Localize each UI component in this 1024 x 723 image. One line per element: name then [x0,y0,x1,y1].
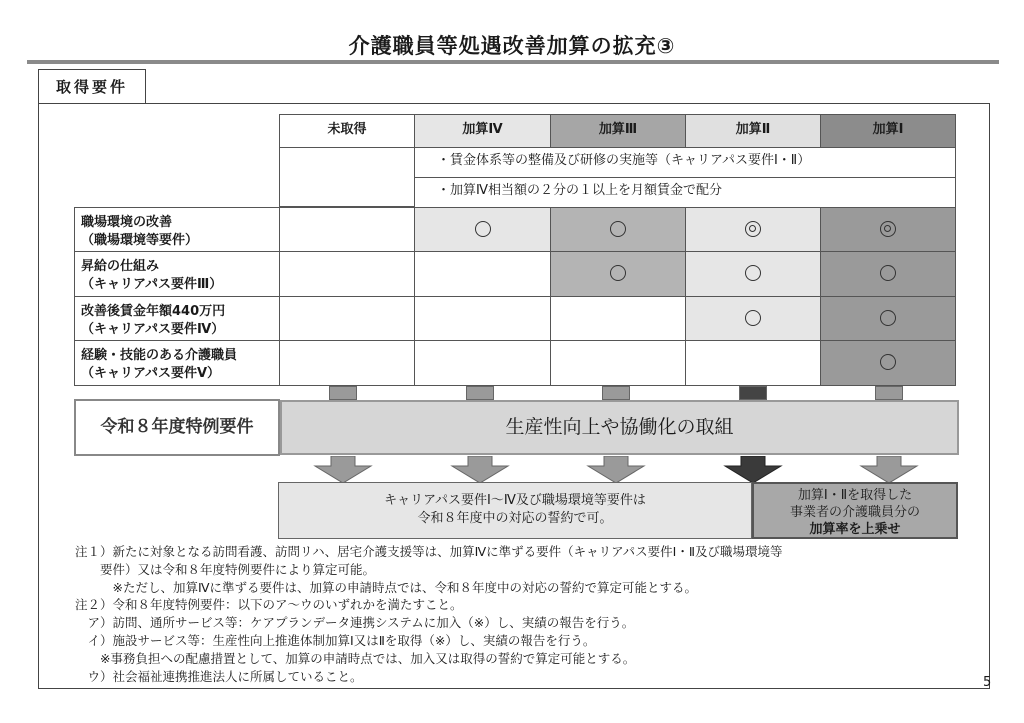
circle-mark-icon [880,310,896,326]
circle-mark-icon [610,265,626,281]
special-requirement-content: 生産性向上や協働化の取組 [280,400,959,455]
double-circle-mark-icon [880,221,896,237]
cell-r1-add1 [820,207,956,252]
row-label-line2: （職場環境等要件） [81,233,199,248]
connector-stub [875,386,903,400]
row-label-line1: 改善後賃金年額440万円 [81,304,226,319]
cell-r4-add1 [820,340,956,386]
connector-stub [739,386,767,400]
connector-stub [329,386,357,400]
circle-mark-icon [610,221,626,237]
note-line: 注２）令和８年度特例要件：以下のア～ウのいずれかを満たすこと。 [75,597,463,613]
row-label-line2: （キャリアパス要件Ⅳ） [81,322,225,337]
cell-r1-add2 [685,207,821,252]
outcome-left-line: 令和８年度中の対応の誓約で可。 [417,511,613,526]
row-label-raise [74,251,280,297]
row-label-line2: （キャリアパス要件Ⅴ） [81,366,221,381]
circle-mark-icon [745,265,761,281]
row-label-line1: 経験・技能のある介護職員 [81,348,238,363]
cell-r2-add3 [550,251,686,297]
page-title: 介護職員等処遇改善加算の拡充③ [348,34,676,58]
common-requirement-2: ・加算Ⅳ相当額の２分の１以上を月額賃金で配分 [414,177,956,208]
cell-r3-add4 [414,296,551,341]
circle-mark-icon [880,265,896,281]
outcome-right-line: 加算率を上乗せ [809,522,901,537]
col-header-add3: 加算Ⅲ [550,114,686,148]
cell-r2-none [279,251,415,297]
circle-mark-icon [880,354,896,370]
common-requirement-1: ・賃金体系等の整備及び研修の実施等（キャリアパス要件Ⅰ・Ⅱ） [414,147,956,178]
note-line: イ）施設サービス等：生産性向上推進体制加算Ⅰ又はⅡを取得（※）し、実績の報告を行う。 [75,632,596,648]
row-label-work-env [74,207,280,252]
cell-r4-none [279,340,415,386]
page-number: 5 [983,675,992,690]
outcome-right-line: 加算Ⅰ・Ⅱを取得した [797,488,913,503]
row-label-line1: 職場環境の改善 [81,215,173,230]
row-label-line1: 昇給の仕組み [81,259,160,274]
footnotes [75,543,975,685]
note-line: 要件）又は令和８年度特例要件により算定可能。 [75,561,376,577]
cell-r4-add4 [414,340,551,386]
down-arrow-icon [859,456,919,484]
circle-mark-icon [475,221,491,237]
note-line: ※事務負担への配慮措置として、加算の申請時点では、加入又は取得の誓約で算定可能とする。 [75,650,636,666]
special-requirement-label: 令和８年度特例要件 [74,399,280,456]
down-arrow-icon [586,456,646,484]
title-rule [27,60,999,64]
note-line: 注１）新たに対象となる訪問看護、訪問リハ、居宅介護支援等は、加算Ⅳに準ずる要件（キャリアパス要件Ⅰ・Ⅱ及び職場環境等 [75,544,783,559]
connector-stub [602,386,630,400]
down-arrow-icon [723,456,783,484]
cell-r1-add3 [550,207,686,252]
row-label-wage [74,296,280,341]
cell-r4-add3 [550,340,686,386]
double-circle-mark-icon [745,221,761,237]
cell-r3-add3 [550,296,686,341]
connector-stub [466,386,494,400]
section-label: 取得要件 [38,69,146,103]
outcome-pledge-box [278,482,752,539]
none-blank-cell [279,147,415,207]
circle-mark-icon [745,310,761,326]
cell-r1-none [279,207,415,252]
col-header-add4: 加算Ⅳ [414,114,551,148]
cell-r3-add2 [685,296,821,341]
down-arrow-icon [313,456,373,484]
col-header-none: 未取得 [279,114,415,148]
note-line: ※ただし、加算Ⅳに準ずる要件は、加算の申請時点では、令和８年度中の対応の誓約で算定可能とする。 [75,579,698,595]
note-line: ウ）社会福祉連携推進法人に所属していること。 [75,668,363,684]
outcome-bonus-box [752,482,958,539]
note-line: ア）訪問、通所サービス等：ケアプランデータ連携システムに加入（※）し、実績の報告を行う。 [75,615,635,631]
cell-r2-add2 [685,251,821,297]
row-label-experience [74,340,280,386]
col-header-add1: 加算Ⅰ [820,114,956,148]
outcome-left-line: キャリアパス要件Ⅰ～Ⅳ及び職場環境等要件は [384,493,646,508]
cell-r1-add4 [414,207,551,252]
cell-r4-add2 [685,340,821,386]
row-label-line2: （キャリアパス要件Ⅲ） [81,277,223,292]
cell-r3-add1 [820,296,956,341]
cell-r2-add4 [414,251,551,297]
col-header-add2: 加算Ⅱ [685,114,821,148]
down-arrow-icon [450,456,510,484]
cell-r3-none [279,296,415,341]
cell-r2-add1 [820,251,956,297]
outcome-right-line: 事業者の介護職員分の [789,505,920,520]
